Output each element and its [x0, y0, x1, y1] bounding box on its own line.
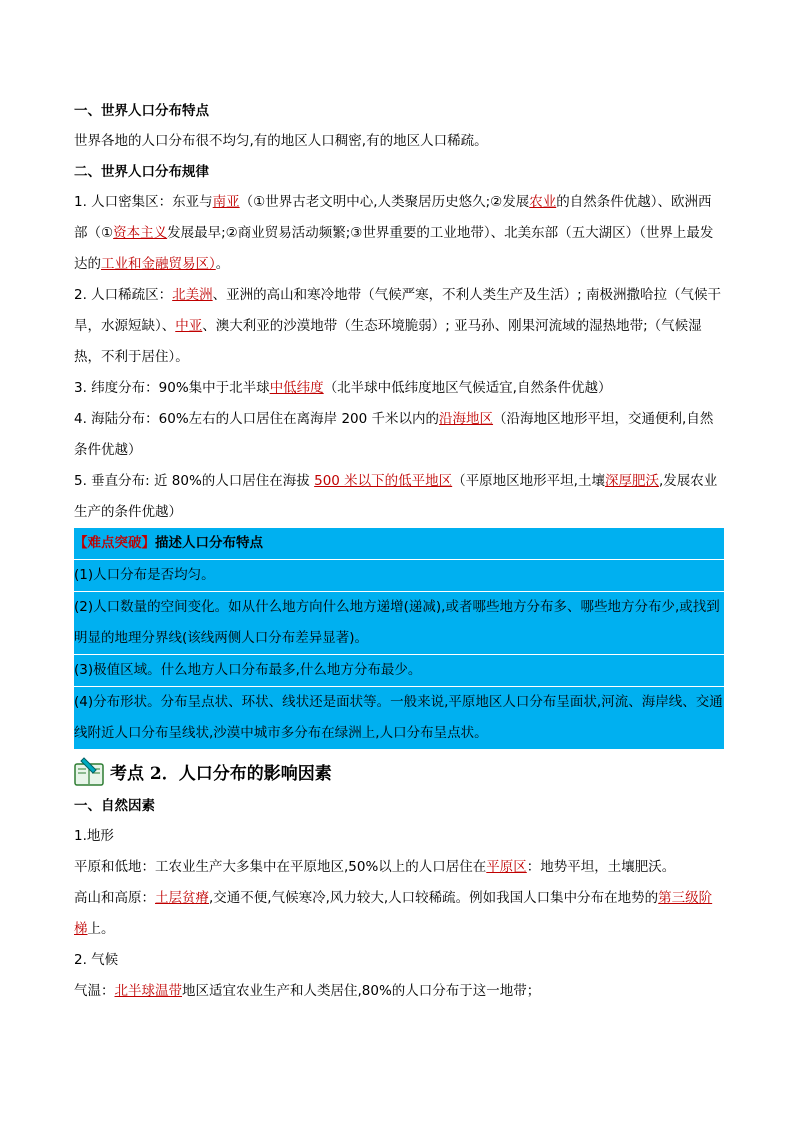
box-line: (2)人口数量的空间变化。如从什么地方向什么地方递增(递减),或者哪些地方分布多、哪些地方分布少,或找到明显的地理分界线(该线两侧人口分布差异显著)。: [74, 592, 724, 655]
paragraph: 气温：北半球温带地区适宜农业生产和人类居住,80%的人口分布于这一地带；: [74, 983, 541, 999]
sub-heading: 2. 气候: [74, 952, 119, 968]
section-heading: 一、自然因素: [74, 798, 155, 814]
topic-heading: [74, 751, 724, 791]
section-heading: 二、世界人口分布规律: [74, 164, 209, 180]
box-line: (1)人口分布是否均匀。: [74, 560, 724, 592]
paragraph: 高山和高原：土层贫瘠,交通不便,气候寒冷,风力较大,人口较稀疏。例如我国人口集中分布在地势的第三级阶梯上。: [74, 890, 713, 937]
box-line: (3)极值区域。什么地方人口分布最多,什么地方分布最少。: [74, 655, 724, 687]
section-heading: 一、世界人口分布特点: [74, 103, 209, 119]
list-item: 1. 人口密集区：东亚与南亚（①世界古老文明中心,人类聚居历史悠久;②发展农业的自然条件优越）、欧洲西部（①资本主义发展最早;②商业贸易活动频繁;③世界重要的工业地带）、北美东部（五大湖区）（世界上最发达的工业和金融贸易区）。: [74, 194, 714, 272]
topic-title: 考点 2．人口分布的影响因素: [110, 763, 332, 784]
box-line: (4)分布形状。分布呈点状、环状、线状还是面状等。一般来说,平原地区人口分布呈面状,河流、海岸线、交通线附近人口分布呈线状,沙漠中城市多分布在绿洲上,人口分布呈点状。: [74, 694, 723, 741]
list-item: 4. 海陆分布：60%左右的人口居住在离海岸 200 千米以内的沿海地区（沿海地区地形平坦，交通便利,自然条件优越）: [74, 411, 714, 458]
list-item: 3. 纬度分布：90%集中于北半球中低纬度（北半球中低纬度地区气候适宜,自然条件优越）: [74, 380, 612, 396]
list-item: 2. 人口稀疏区：北美洲、亚洲的高山和寒冷地带（气候严寒，不利人类生产及生活）; 南极洲撒哈拉（气候干旱，水源短缺）、中亚、澳大利亚的沙漠地带（生态环境脆弱）; 亚马孙、刚果河流域的湿热地带;（气候湿热，不利于居住）。: [74, 287, 722, 365]
book-pencil-icon: [74, 756, 104, 786]
sub-heading: 1.地形: [74, 828, 114, 844]
paragraph: 平原和低地：工农业生产大多集中在平原地区,50%以上的人口居住在平原区：地势平坦，土壤肥沃。: [74, 859, 676, 875]
box-title: 【难点突破】描述人口分布特点: [74, 528, 724, 560]
list-item: 5. 垂直分布: 近 80%的人口居住在海拔 500 米以下的低平地区（平原地区地形平坦,土壤深厚肥沃,发展农业生产的条件优越）: [74, 473, 718, 520]
difficulty-box: [74, 528, 724, 749]
paragraph: 世界各地的人口分布很不均匀,有的地区人口稠密,有的地区人口稀疏。: [74, 133, 488, 149]
document-page: [74, 96, 724, 1007]
